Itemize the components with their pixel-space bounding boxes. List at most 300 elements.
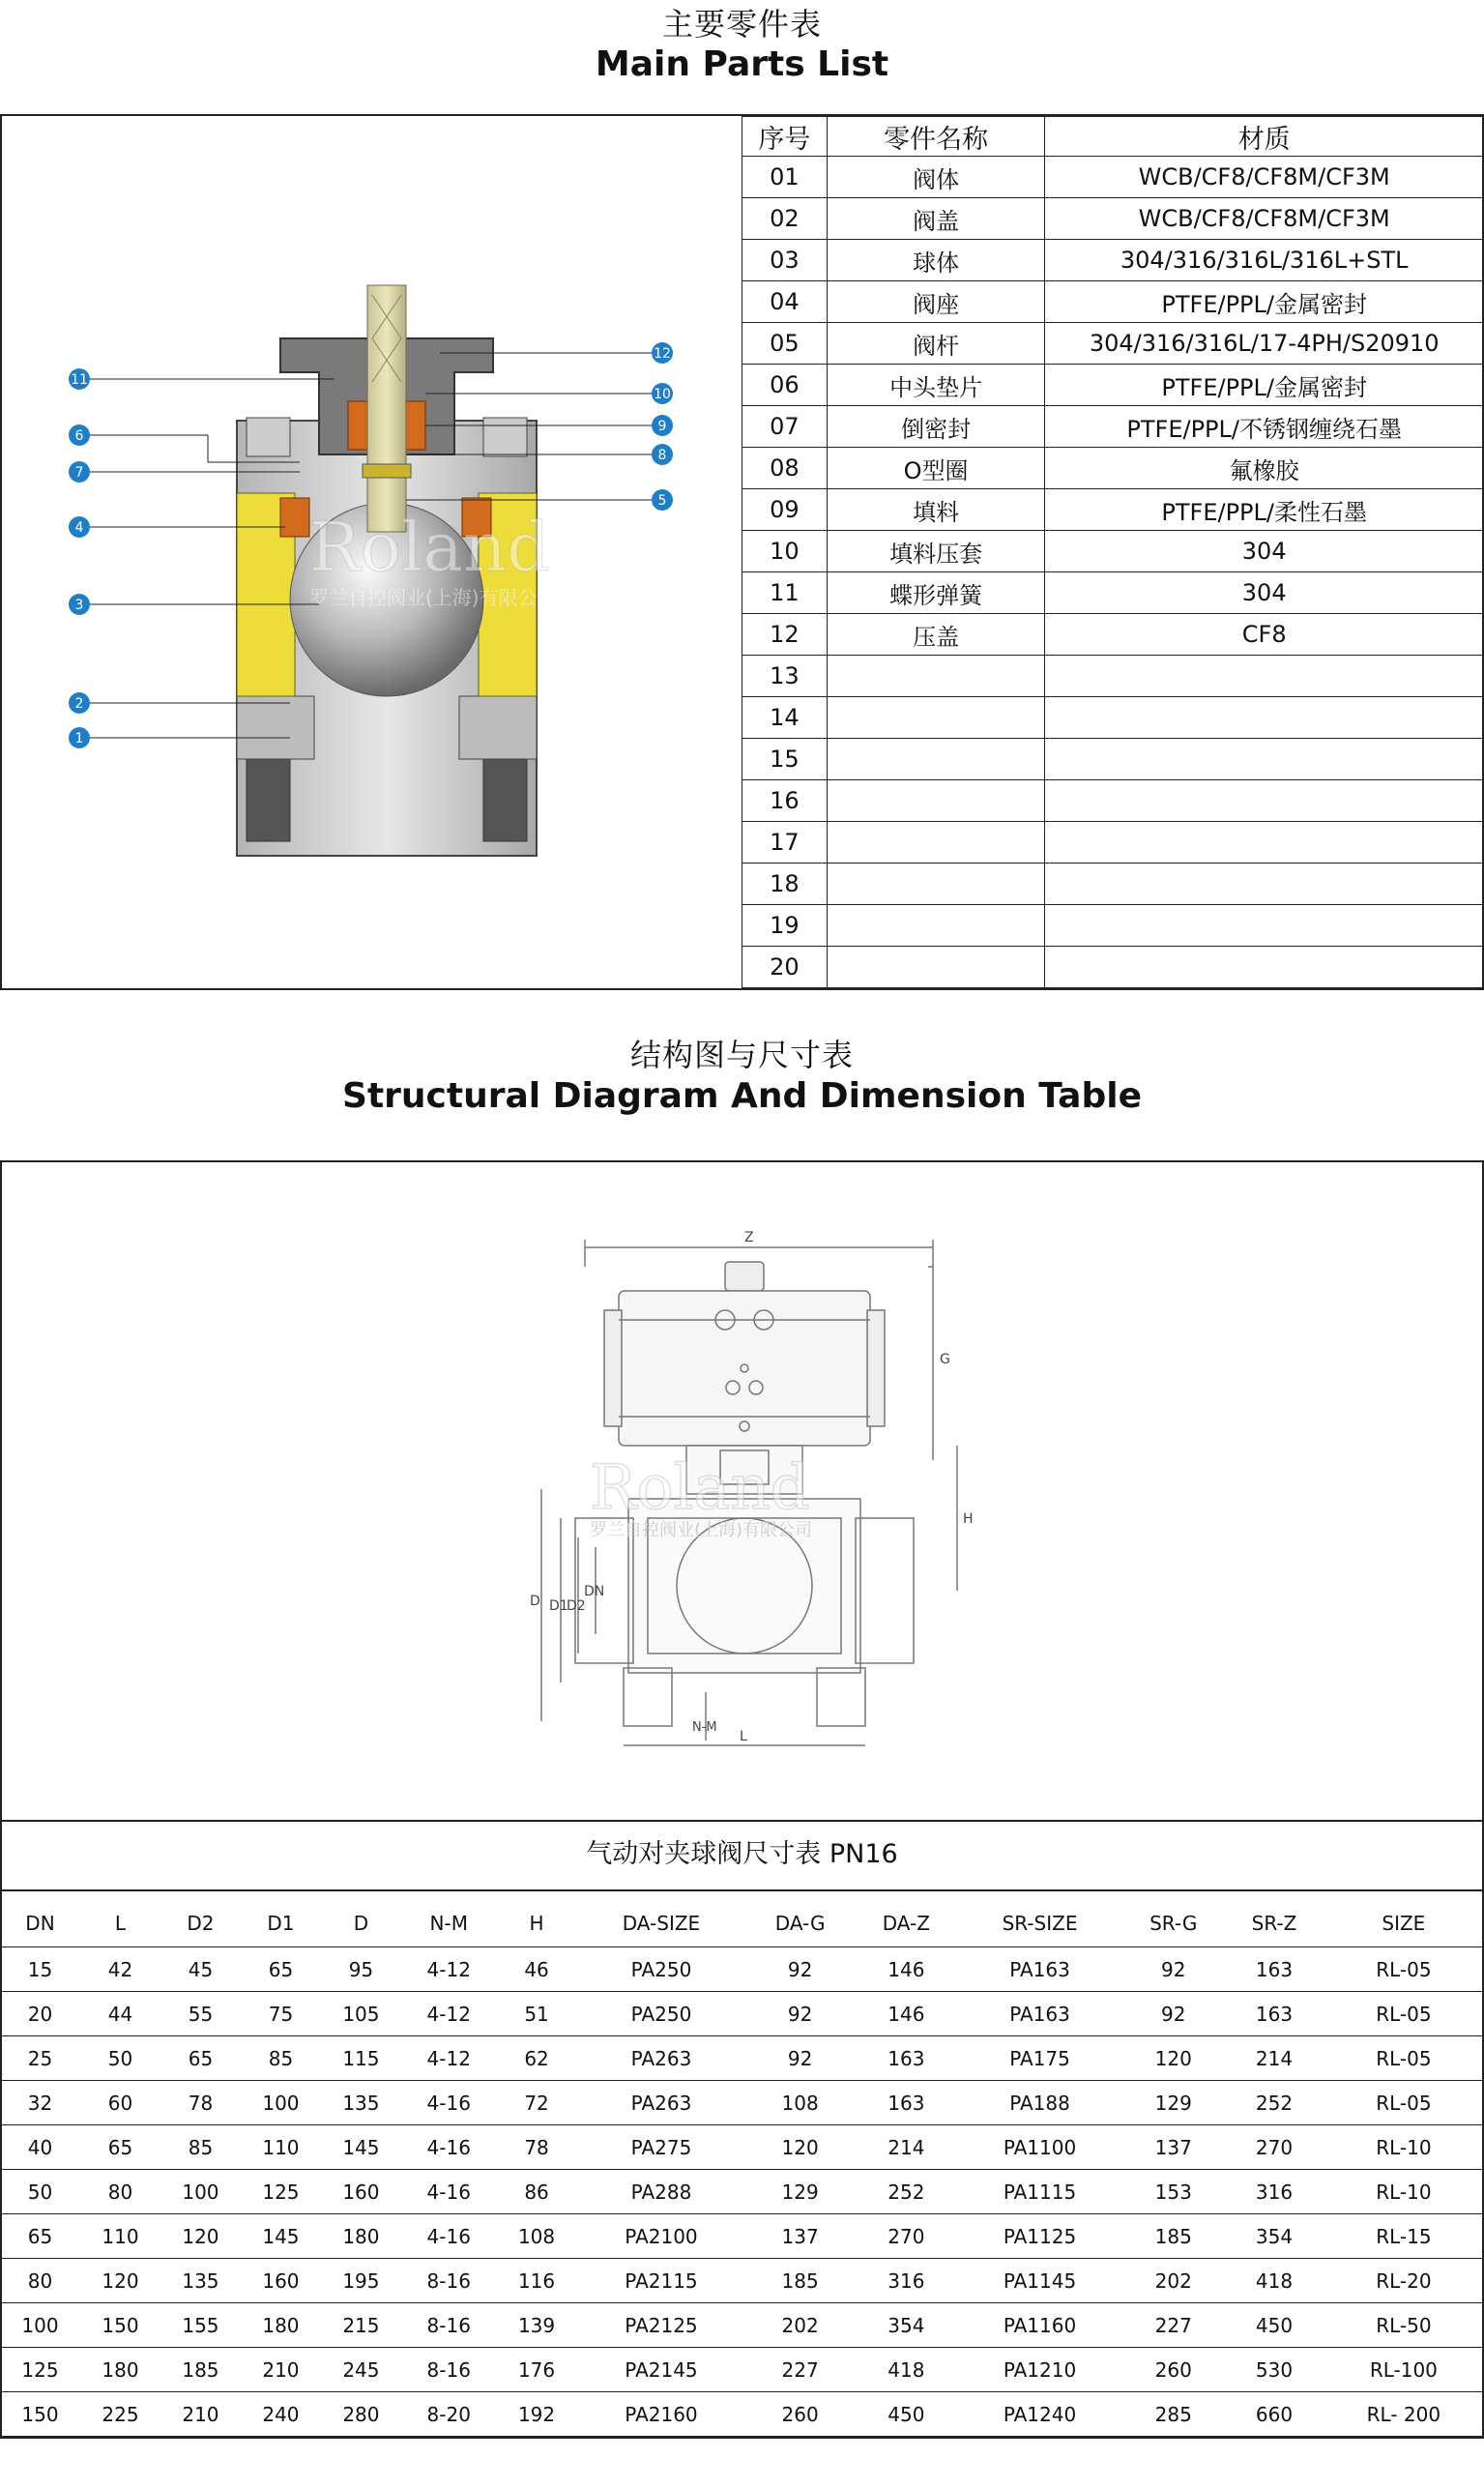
part-material-cell	[1045, 947, 1484, 988]
dim-cell: 42	[80, 1947, 160, 1992]
dim-header-cell: DA-Z	[855, 1900, 958, 1947]
dim-cell: PA2100	[577, 2214, 746, 2259]
dim-label-l: L	[740, 1729, 747, 1744]
part-material-cell: 304	[1045, 531, 1484, 572]
part-name-cell: 球体	[827, 240, 1045, 281]
dim-cell: 55	[160, 1992, 241, 2036]
dim-cell: PA1210	[958, 2348, 1121, 2392]
dim-cell: PA263	[577, 2036, 746, 2081]
parts-table-row	[742, 323, 1484, 365]
dim-cell: 110	[80, 2214, 160, 2259]
dim-cell: 260	[745, 2392, 854, 2437]
part-name-cell: 阀杆	[827, 323, 1045, 365]
dim-cell: 32	[0, 2081, 80, 2125]
dim-cell: PA250	[577, 1947, 746, 1992]
dim-cell: PA1145	[958, 2259, 1121, 2303]
section2-title-cn: 结构图与尺寸表	[629, 1037, 854, 1073]
svg-text:4: 4	[74, 520, 84, 536]
part-material-cell: CF8	[1045, 614, 1484, 656]
dimension-table-header	[0, 1900, 1484, 1947]
dim-cell: RL-20	[1324, 2259, 1484, 2303]
dimension-table-row	[0, 2303, 1484, 2348]
flange-left-top	[247, 418, 290, 456]
dim-cell: PA250	[577, 1992, 746, 2036]
dim-cell: 4-12	[401, 2036, 497, 2081]
part-name-cell	[827, 822, 1045, 863]
svg-text:7: 7	[74, 465, 84, 481]
parts-table	[742, 116, 1484, 988]
dim-cell: 65	[0, 2214, 80, 2259]
actuator-body	[619, 1291, 870, 1446]
part-material-cell: 304/316/316L/316L+STL	[1045, 240, 1484, 281]
dim-cell: 180	[241, 2303, 321, 2348]
flange-right	[817, 1668, 865, 1726]
caption-divider-bottom	[0, 1889, 1484, 1891]
dim-header-cell: D1	[241, 1900, 321, 1947]
part-material-cell: 304	[1045, 572, 1484, 614]
body-lower-left	[237, 696, 314, 759]
dim-cell: 100	[241, 2081, 321, 2125]
parts-header-no: 序号	[742, 117, 828, 157]
dim-cell: PA263	[577, 2081, 746, 2125]
dim-cell: 195	[321, 2259, 401, 2303]
dim-cell: 185	[1121, 2214, 1225, 2259]
dim-label-d2: D2	[567, 1598, 586, 1614]
dim-cell: 252	[1225, 2081, 1324, 2125]
dim-cell: 44	[80, 1992, 160, 2036]
part-name-cell: 阀盖	[827, 198, 1045, 240]
parts-table-row	[742, 281, 1484, 323]
dim-cell: 95	[321, 1947, 401, 1992]
part-name-cell: O型圈	[827, 448, 1045, 489]
part-material-cell: PTFE/PPL/不锈钢缠绕石墨	[1045, 406, 1484, 448]
part-name-cell	[827, 947, 1045, 988]
parts-table-row	[742, 448, 1484, 489]
drawing-watermark-company: 罗兰自控阀业(上海)有限公司	[590, 1520, 813, 1540]
dim-cell: PA1125	[958, 2214, 1121, 2259]
dim-cell: 65	[80, 2125, 160, 2170]
dim-cell: 660	[1225, 2392, 1324, 2437]
dim-cell: 185	[745, 2259, 854, 2303]
part-material-cell	[1045, 905, 1484, 947]
dim-cell: 153	[1121, 2170, 1225, 2214]
part-number-cell: 13	[742, 656, 828, 697]
dim-cell: 316	[1225, 2170, 1324, 2214]
dimension-table-row	[0, 2081, 1484, 2125]
dim-cell: PA2115	[577, 2259, 746, 2303]
dim-cell: 240	[241, 2392, 321, 2437]
dim-cell: PA1100	[958, 2125, 1121, 2170]
dim-cell: 176	[497, 2348, 577, 2392]
actuator-end-left	[604, 1310, 622, 1426]
dim-cell: 450	[1225, 2303, 1324, 2348]
dim-cell: 125	[241, 2170, 321, 2214]
parts-table-row	[742, 572, 1484, 614]
dim-cell: 65	[160, 2036, 241, 2081]
dim-cell: RL- 200	[1324, 2392, 1484, 2437]
part-name-cell: 蝶形弹簧	[827, 572, 1045, 614]
dim-cell: 50	[0, 2170, 80, 2214]
dim-cell: PA288	[577, 2170, 746, 2214]
dim-cell: 105	[321, 1992, 401, 2036]
dim-cell: 100	[0, 2303, 80, 2348]
part-name-cell: 压盖	[827, 614, 1045, 656]
dim-cell: PA2125	[577, 2303, 746, 2348]
dim-cell: 92	[1121, 1992, 1225, 2036]
dim-cell: 185	[160, 2348, 241, 2392]
dim-cell: 92	[745, 2036, 854, 2081]
part-name-cell	[827, 905, 1045, 947]
dim-cell: PA1240	[958, 2392, 1121, 2437]
dim-cell: 215	[321, 2303, 401, 2348]
dim-header-cell: D	[321, 1900, 401, 1947]
dim-header-cell: D2	[160, 1900, 241, 1947]
dim-header-cell: SR-G	[1121, 1900, 1225, 1947]
dim-cell: 210	[241, 2348, 321, 2392]
dim-cell: 8-20	[401, 2392, 497, 2437]
section2-title-en: Structural Diagram And Dimension Table	[342, 1076, 1142, 1116]
dim-cell: 260	[1121, 2348, 1225, 2392]
parts-table-row	[742, 739, 1484, 780]
seat-left	[280, 498, 309, 537]
part-material-cell: 304/316/316L/17-4PH/S20910	[1045, 323, 1484, 365]
dim-cell: 4-12	[401, 1992, 497, 2036]
parts-table-row	[742, 365, 1484, 406]
svg-text:3: 3	[74, 598, 84, 613]
dim-cell: 202	[745, 2303, 854, 2348]
part-name-cell	[827, 656, 1045, 697]
dim-header-cell: SR-Z	[1225, 1900, 1324, 1947]
part-number-cell: 19	[742, 905, 828, 947]
dim-cell: PA188	[958, 2081, 1121, 2125]
parts-table-row	[742, 656, 1484, 697]
part-material-cell: WCB/CF8/CF8M/CF3M	[1045, 157, 1484, 198]
dim-cell: 120	[1121, 2036, 1225, 2081]
dim-cell: 46	[497, 1947, 577, 1992]
dim-cell: 120	[80, 2259, 160, 2303]
parts-table-row	[742, 157, 1484, 198]
dim-cell: PA163	[958, 1992, 1121, 2036]
dim-cell: 62	[497, 2036, 577, 2081]
dimension-table-row	[0, 2170, 1484, 2214]
dim-cell: 202	[1121, 2259, 1225, 2303]
dim-cell: 4-12	[401, 1947, 497, 1992]
dim-cell: 110	[241, 2125, 321, 2170]
dim-cell: 252	[855, 2170, 958, 2214]
dim-cell: 135	[160, 2259, 241, 2303]
dimension-table-row	[0, 2392, 1484, 2437]
dim-cell: 108	[745, 2081, 854, 2125]
dim-cell: 85	[241, 2036, 321, 2081]
dim-cell: RL-100	[1324, 2348, 1484, 2392]
dimension-table-row	[0, 2214, 1484, 2259]
dim-cell: 285	[1121, 2392, 1225, 2437]
drawing-watermark-brand: Roland	[590, 1452, 810, 1524]
part-number-cell: 10	[742, 531, 828, 572]
dim-header-cell: DN	[0, 1900, 80, 1947]
dim-cell: 4-16	[401, 2214, 497, 2259]
dim-label-dn: DN	[584, 1584, 605, 1599]
part-number-cell: 18	[742, 863, 828, 905]
dim-cell: 80	[0, 2259, 80, 2303]
dim-header-cell: H	[497, 1900, 577, 1947]
dimension-table	[0, 1900, 1484, 2437]
dim-cell: 45	[160, 1947, 241, 1992]
section1-title-en: Main Parts List	[595, 44, 889, 84]
dim-cell: RL-50	[1324, 2303, 1484, 2348]
dim-cell: 50	[80, 2036, 160, 2081]
dim-cell: 129	[745, 2170, 854, 2214]
dim-cell: 145	[321, 2125, 401, 2170]
dimension-table-row	[0, 2348, 1484, 2392]
part-name-cell: 倒密封	[827, 406, 1045, 448]
dim-header-cell: DA-SIZE	[577, 1900, 746, 1947]
part-number-cell: 03	[742, 240, 828, 281]
dim-cell: PA175	[958, 2036, 1121, 2081]
dim-cell: 270	[855, 2214, 958, 2259]
part-number-cell: 06	[742, 365, 828, 406]
part-material-cell	[1045, 863, 1484, 905]
dim-cell: 227	[745, 2348, 854, 2392]
callout-10	[425, 383, 673, 404]
dim-cell: 280	[321, 2392, 401, 2437]
svg-text:9: 9	[657, 419, 667, 434]
dim-label-d1: D1	[549, 1598, 568, 1614]
part-name-cell	[827, 780, 1045, 822]
dim-cell: 160	[241, 2259, 321, 2303]
part-name-cell	[827, 739, 1045, 780]
dim-cell: RL-10	[1324, 2125, 1484, 2170]
dim-cell: 418	[855, 2348, 958, 2392]
dim-cell: 135	[321, 2081, 401, 2125]
dim-cell: 129	[1121, 2081, 1225, 2125]
dim-header-cell: DA-G	[745, 1900, 854, 1947]
dim-cell: 245	[321, 2348, 401, 2392]
parts-table-row	[742, 822, 1484, 863]
part-number-cell: 17	[742, 822, 828, 863]
dimension-table-row	[0, 1947, 1484, 1992]
watermark-company: 罗兰自控阀业(上海)有限公司	[309, 586, 557, 609]
dim-label-nm: N-M	[692, 1720, 717, 1735]
part-material-cell: WCB/CF8/CF8M/CF3M	[1045, 198, 1484, 240]
stem-collar	[363, 464, 411, 478]
dim-label-g: G	[940, 1352, 950, 1367]
dim-cell: 155	[160, 2303, 241, 2348]
dim-cell: 72	[497, 2081, 577, 2125]
dim-header-cell: N-M	[401, 1900, 497, 1947]
part-material-cell: PTFE/PPL/金属密封	[1045, 281, 1484, 323]
dim-cell: 92	[745, 1992, 854, 2036]
part-material-cell	[1045, 822, 1484, 863]
dim-cell: 227	[1121, 2303, 1225, 2348]
dimension-table-row	[0, 2125, 1484, 2170]
dim-cell: 4-16	[401, 2081, 497, 2125]
part-material-cell: PTFE/PPL/柔性石墨	[1045, 489, 1484, 531]
stem	[367, 285, 406, 532]
dim-cell: 139	[497, 2303, 577, 2348]
dim-cell: 192	[497, 2392, 577, 2437]
parts-table-header	[742, 117, 1484, 157]
parts-table-row	[742, 531, 1484, 572]
dim-cell: 92	[1121, 1947, 1225, 1992]
dim-cell: PA1115	[958, 2170, 1121, 2214]
dimension-table-caption: 气动对夹球阀尺寸表 PN16	[586, 1839, 898, 1869]
dim-cell: 160	[321, 2170, 401, 2214]
part-number-cell: 15	[742, 739, 828, 780]
flange-right-bottom	[483, 749, 527, 841]
part-number-cell: 12	[742, 614, 828, 656]
dim-cell: 4-16	[401, 2125, 497, 2170]
svg-text:2: 2	[74, 696, 84, 712]
part-number-cell: 07	[742, 406, 828, 448]
parts-table-row	[742, 614, 1484, 656]
dim-cell: 214	[1225, 2036, 1324, 2081]
dim-cell: 60	[80, 2081, 160, 2125]
watermark-brand: Roland	[309, 508, 550, 587]
parts-table-row	[742, 780, 1484, 822]
dim-cell: 150	[0, 2392, 80, 2437]
parts-table-row	[742, 198, 1484, 240]
dim-cell: 225	[80, 2392, 160, 2437]
part-number-cell: 01	[742, 157, 828, 198]
part-name-cell	[827, 697, 1045, 739]
dim-cell: 120	[745, 2125, 854, 2170]
body-lower-right	[459, 696, 537, 759]
parts-table-row	[742, 406, 1484, 448]
part-name-cell: 填料	[827, 489, 1045, 531]
valve-cutaway-diagram	[0, 116, 741, 986]
parts-table-row	[742, 489, 1484, 531]
dim-cell: 4-16	[401, 2170, 497, 2214]
dim-cell: 163	[1225, 1947, 1324, 1992]
dim-cell: 78	[497, 2125, 577, 2170]
dim-cell: PA1160	[958, 2303, 1121, 2348]
parts-header-name: 零件名称	[827, 117, 1045, 157]
dim-cell: 116	[497, 2259, 577, 2303]
part-number-cell: 02	[742, 198, 828, 240]
parts-table-row	[742, 697, 1484, 739]
dim-cell: 80	[80, 2170, 160, 2214]
dim-cell: 8-16	[401, 2259, 497, 2303]
actuator-top-knob	[725, 1262, 764, 1291]
flange-left	[624, 1668, 672, 1726]
flange-right-top	[483, 418, 527, 456]
dim-cell: PA275	[577, 2125, 746, 2170]
actuator-end-right	[867, 1310, 885, 1426]
dim-cell: 8-16	[401, 2348, 497, 2392]
dim-cell: PA2160	[577, 2392, 746, 2437]
dim-cell: 270	[1225, 2125, 1324, 2170]
dimension-table-row	[0, 2259, 1484, 2303]
parts-table-row	[742, 905, 1484, 947]
dim-header-cell: SR-SIZE	[958, 1900, 1121, 1947]
dim-cell: 163	[1225, 1992, 1324, 2036]
dim-cell: 20	[0, 1992, 80, 2036]
parts-header-material: 材质	[1045, 117, 1484, 157]
svg-text:8: 8	[657, 448, 667, 463]
flange-left-bottom	[247, 749, 290, 841]
dim-cell: 316	[855, 2259, 958, 2303]
svg-text:11: 11	[71, 372, 88, 388]
part-material-cell	[1045, 697, 1484, 739]
dim-cell: 25	[0, 2036, 80, 2081]
dim-cell: 180	[80, 2348, 160, 2392]
part-number-cell: 11	[742, 572, 828, 614]
structural-drawing	[503, 1228, 986, 1760]
part-name-cell: 填料压套	[827, 531, 1045, 572]
dim-cell: 78	[160, 2081, 241, 2125]
part-number-cell: 20	[742, 947, 828, 988]
dim-cell: 8-16	[401, 2303, 497, 2348]
part-material-cell: 氟橡胶	[1045, 448, 1484, 489]
dim-cell: 108	[497, 2214, 577, 2259]
dim-cell: PA2145	[577, 2348, 746, 2392]
dim-label-z: Z	[744, 1230, 754, 1245]
dim-cell: RL-05	[1324, 1992, 1484, 2036]
dim-cell: 137	[745, 2214, 854, 2259]
dim-cell: 75	[241, 1992, 321, 2036]
dim-cell: 354	[1225, 2214, 1324, 2259]
dim-cell: RL-05	[1324, 2081, 1484, 2125]
part-number-cell: 05	[742, 323, 828, 365]
part-number-cell: 14	[742, 697, 828, 739]
dim-cell: RL-15	[1324, 2214, 1484, 2259]
dim-cell: RL-10	[1324, 2170, 1484, 2214]
svg-text:12: 12	[654, 346, 671, 362]
dimension-table-row	[0, 2036, 1484, 2081]
part-name-cell: 阀座	[827, 281, 1045, 323]
part-material-cell	[1045, 656, 1484, 697]
parts-table-row	[742, 863, 1484, 905]
dim-cell: 137	[1121, 2125, 1225, 2170]
part-number-cell: 16	[742, 780, 828, 822]
dim-header-cell: L	[80, 1900, 160, 1947]
dim-cell: RL-05	[1324, 2036, 1484, 2081]
part-number-cell: 04	[742, 281, 828, 323]
part-material-cell: PTFE/PPL/金属密封	[1045, 365, 1484, 406]
dim-cell: 163	[855, 2036, 958, 2081]
dim-cell: 86	[497, 2170, 577, 2214]
dim-cell: 214	[855, 2125, 958, 2170]
dim-cell: PA163	[958, 1947, 1121, 1992]
dim-cell: 120	[160, 2214, 241, 2259]
svg-text:6: 6	[74, 428, 84, 444]
section1-title-cn: 主要零件表	[661, 6, 822, 43]
svg-text:1: 1	[74, 731, 84, 746]
dimension-table-row	[0, 1992, 1484, 2036]
dim-cell: 146	[855, 1992, 958, 2036]
dim-label-h: H	[963, 1511, 974, 1527]
part-name-cell: 中头垫片	[827, 365, 1045, 406]
dim-cell: 15	[0, 1947, 80, 1992]
dim-cell: 146	[855, 1947, 958, 1992]
dim-cell: 210	[160, 2392, 241, 2437]
dim-cell: 450	[855, 2392, 958, 2437]
part-material-cell	[1045, 739, 1484, 780]
dim-cell: 163	[855, 2081, 958, 2125]
dim-cell: 65	[241, 1947, 321, 1992]
svg-text:10: 10	[654, 387, 671, 402]
parts-table-row	[742, 947, 1484, 988]
part-name-cell: 阀体	[827, 157, 1045, 198]
dim-header-cell: SIZE	[1324, 1900, 1484, 1947]
part-material-cell	[1045, 780, 1484, 822]
part-name-cell	[827, 863, 1045, 905]
dim-cell: 100	[160, 2170, 241, 2214]
dim-cell: 92	[745, 1947, 854, 1992]
dim-cell: 40	[0, 2125, 80, 2170]
dim-cell: 180	[321, 2214, 401, 2259]
